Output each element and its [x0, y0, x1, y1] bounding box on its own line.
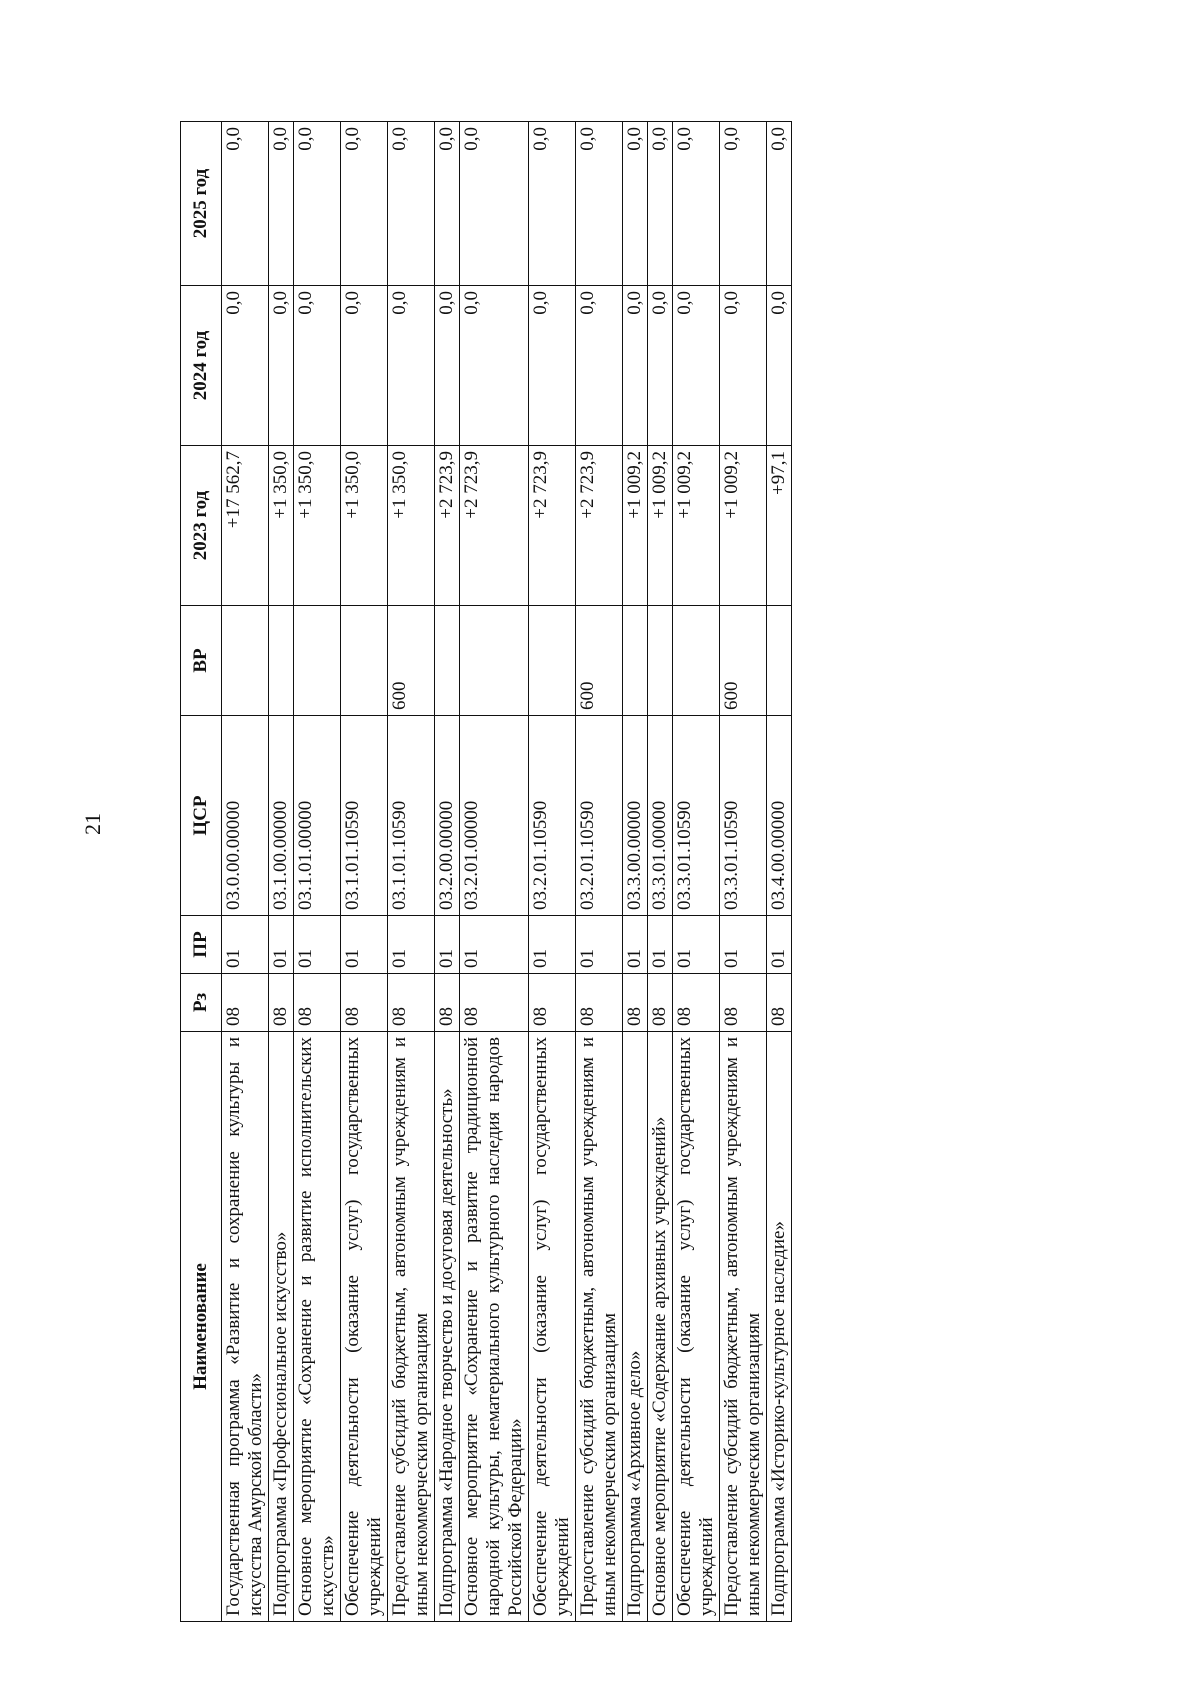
table-row [222, 122, 269, 1622]
cell-csr: 03.2.01.10590 [529, 716, 576, 916]
cell-2024: 0,0 [294, 286, 341, 446]
cell-csr: 03.1.01.10590 [388, 716, 435, 916]
cell-pr: 01 [460, 916, 529, 974]
header-2023: 2023 год [181, 446, 222, 606]
cell-vr [294, 606, 341, 716]
cell-2024: 0,0 [673, 286, 720, 446]
header-name: Наименование [181, 1032, 222, 1622]
cell-pr: 01 [623, 916, 648, 974]
cell-csr: 03.1.01.00000 [294, 716, 341, 916]
cell-2023: +1 350,0 [388, 446, 435, 606]
cell-2024: 0,0 [460, 286, 529, 446]
header-2024: 2024 год [181, 286, 222, 446]
cell-rz: 08 [460, 974, 529, 1032]
cell-2025: 0,0 [460, 122, 529, 286]
cell-2025: 0,0 [648, 122, 673, 286]
cell-rz: 08 [623, 974, 648, 1032]
cell-name: Государственная программа «Развитие и сохранение культуры и искусства Амурской области» [222, 1032, 269, 1622]
rotated-table-container [180, 122, 1060, 1622]
cell-rz: 08 [648, 974, 673, 1032]
cell-name: Основное мероприятие «Сохранение и развитие исполнительских искусств» [294, 1032, 341, 1622]
cell-pr: 01 [529, 916, 576, 974]
cell-2024: 0,0 [222, 286, 269, 446]
cell-2023: +2 723,9 [576, 446, 623, 606]
table-row [673, 122, 720, 1622]
cell-csr: 03.2.00.00000 [435, 716, 460, 916]
cell-2025: 0,0 [341, 122, 388, 286]
cell-pr: 01 [648, 916, 673, 974]
cell-2024: 0,0 [720, 286, 767, 446]
budget-table [180, 121, 792, 1622]
cell-name: Основное мероприятие «Содержание архивных учреждений» [648, 1032, 673, 1622]
cell-name: Подпрограмма «Народное творчество и досуговая деятельность» [435, 1032, 460, 1622]
cell-2024: 0,0 [767, 286, 792, 446]
cell-2024: 0,0 [529, 286, 576, 446]
cell-2023: +1 350,0 [269, 446, 294, 606]
cell-2023: +1 350,0 [294, 446, 341, 606]
table-header-row [181, 122, 222, 1622]
cell-2024: 0,0 [269, 286, 294, 446]
table-row [294, 122, 341, 1622]
cell-2023: +1 009,2 [720, 446, 767, 606]
cell-2025: 0,0 [435, 122, 460, 286]
header-rz: Рз [181, 974, 222, 1032]
header-2025: 2025 год [181, 122, 222, 286]
cell-name: Предоставление субсидий бюджетным, автономным учреждениям и иным некоммерческим организациям [720, 1032, 767, 1622]
cell-pr: 01 [269, 916, 294, 974]
cell-pr: 01 [222, 916, 269, 974]
cell-rz: 08 [294, 974, 341, 1032]
table-row [720, 122, 767, 1622]
cell-2025: 0,0 [623, 122, 648, 286]
cell-2023: +2 723,9 [529, 446, 576, 606]
cell-2023: +1 009,2 [673, 446, 720, 606]
cell-vr [529, 606, 576, 716]
cell-2025: 0,0 [222, 122, 269, 286]
table-row [529, 122, 576, 1622]
cell-csr: 03.3.00.00000 [623, 716, 648, 916]
cell-2025: 0,0 [720, 122, 767, 286]
cell-pr: 01 [341, 916, 388, 974]
cell-vr [269, 606, 294, 716]
cell-2023: +1 009,2 [623, 446, 648, 606]
cell-name: Предоставление субсидий бюджетным, автономным учреждениям и иным некоммерческим организациям [576, 1032, 623, 1622]
cell-pr: 01 [435, 916, 460, 974]
cell-rz: 08 [341, 974, 388, 1032]
cell-vr [222, 606, 269, 716]
cell-2023: +2 723,9 [460, 446, 529, 606]
cell-pr: 01 [294, 916, 341, 974]
cell-vr: 600 [576, 606, 623, 716]
cell-vr [648, 606, 673, 716]
cell-name: Подпрограмма «Историко-культурное наследие» [767, 1032, 792, 1622]
cell-name: Обеспечение деятельности (оказание услуг) государственных учреждений [529, 1032, 576, 1622]
cell-pr: 01 [720, 916, 767, 974]
cell-2023: +97,1 [767, 446, 792, 606]
cell-name: Предоставление субсидий бюджетным, автономным учреждениям и иным некоммерческим организациям [388, 1032, 435, 1622]
cell-vr [460, 606, 529, 716]
cell-2025: 0,0 [388, 122, 435, 286]
cell-2024: 0,0 [341, 286, 388, 446]
cell-2024: 0,0 [576, 286, 623, 446]
header-vr: ВР [181, 606, 222, 716]
cell-rz: 08 [576, 974, 623, 1032]
cell-2024: 0,0 [388, 286, 435, 446]
cell-2025: 0,0 [529, 122, 576, 286]
cell-pr: 01 [673, 916, 720, 974]
cell-csr: 03.1.00.00000 [269, 716, 294, 916]
cell-2024: 0,0 [435, 286, 460, 446]
cell-name: Подпрограмма «Архивное дело» [623, 1032, 648, 1622]
table-row [341, 122, 388, 1622]
cell-rz: 08 [720, 974, 767, 1032]
table-row [435, 122, 460, 1622]
cell-name: Основное мероприятие «Сохранение и развитие традиционной народной культуры, нематериального культурного наследия народов Российской Федерации» [460, 1032, 529, 1622]
cell-rz: 08 [435, 974, 460, 1032]
cell-2025: 0,0 [767, 122, 792, 286]
cell-name: Подпрограмма «Профессиональное искусство» [269, 1032, 294, 1622]
cell-2025: 0,0 [294, 122, 341, 286]
cell-2025: 0,0 [673, 122, 720, 286]
cell-pr: 01 [388, 916, 435, 974]
cell-rz: 08 [673, 974, 720, 1032]
table-row [388, 122, 435, 1622]
cell-2025: 0,0 [269, 122, 294, 286]
cell-rz: 08 [388, 974, 435, 1032]
cell-csr: 03.2.01.10590 [576, 716, 623, 916]
cell-name: Обеспечение деятельности (оказание услуг) государственных учреждений [341, 1032, 388, 1622]
cell-rz: 08 [529, 974, 576, 1032]
cell-2023: +1 350,0 [341, 446, 388, 606]
header-csr: ЦСР [181, 716, 222, 916]
cell-vr [673, 606, 720, 716]
table-row [767, 122, 792, 1622]
header-pr: ПР [181, 916, 222, 974]
table-row [269, 122, 294, 1622]
table-body [222, 122, 792, 1622]
cell-rz: 08 [269, 974, 294, 1032]
cell-vr: 600 [720, 606, 767, 716]
cell-2024: 0,0 [623, 286, 648, 446]
cell-vr [435, 606, 460, 716]
cell-2024: 0,0 [648, 286, 673, 446]
cell-name: Обеспечение деятельности (оказание услуг) государственных учреждений [673, 1032, 720, 1622]
cell-2023: +1 009,2 [648, 446, 673, 606]
cell-csr: 03.3.01.00000 [648, 716, 673, 916]
cell-vr [623, 606, 648, 716]
cell-vr [341, 606, 388, 716]
cell-vr [767, 606, 792, 716]
cell-2023: +17 562,7 [222, 446, 269, 606]
cell-pr: 01 [576, 916, 623, 974]
cell-rz: 08 [767, 974, 792, 1032]
cell-csr: 03.4.00.00000 [767, 716, 792, 916]
table-row [460, 122, 529, 1622]
cell-csr: 03.0.00.00000 [222, 716, 269, 916]
page-number: 21 [80, 813, 105, 835]
cell-pr: 01 [767, 916, 792, 974]
table-row [576, 122, 623, 1622]
cell-csr: 03.3.01.10590 [720, 716, 767, 916]
table-row [648, 122, 673, 1622]
cell-csr: 03.3.01.10590 [673, 716, 720, 916]
table-row [623, 122, 648, 1622]
cell-csr: 03.2.01.00000 [460, 716, 529, 916]
cell-vr: 600 [388, 606, 435, 716]
cell-csr: 03.1.01.10590 [341, 716, 388, 916]
cell-rz: 08 [222, 974, 269, 1032]
cell-2025: 0,0 [576, 122, 623, 286]
cell-2023: +2 723,9 [435, 446, 460, 606]
